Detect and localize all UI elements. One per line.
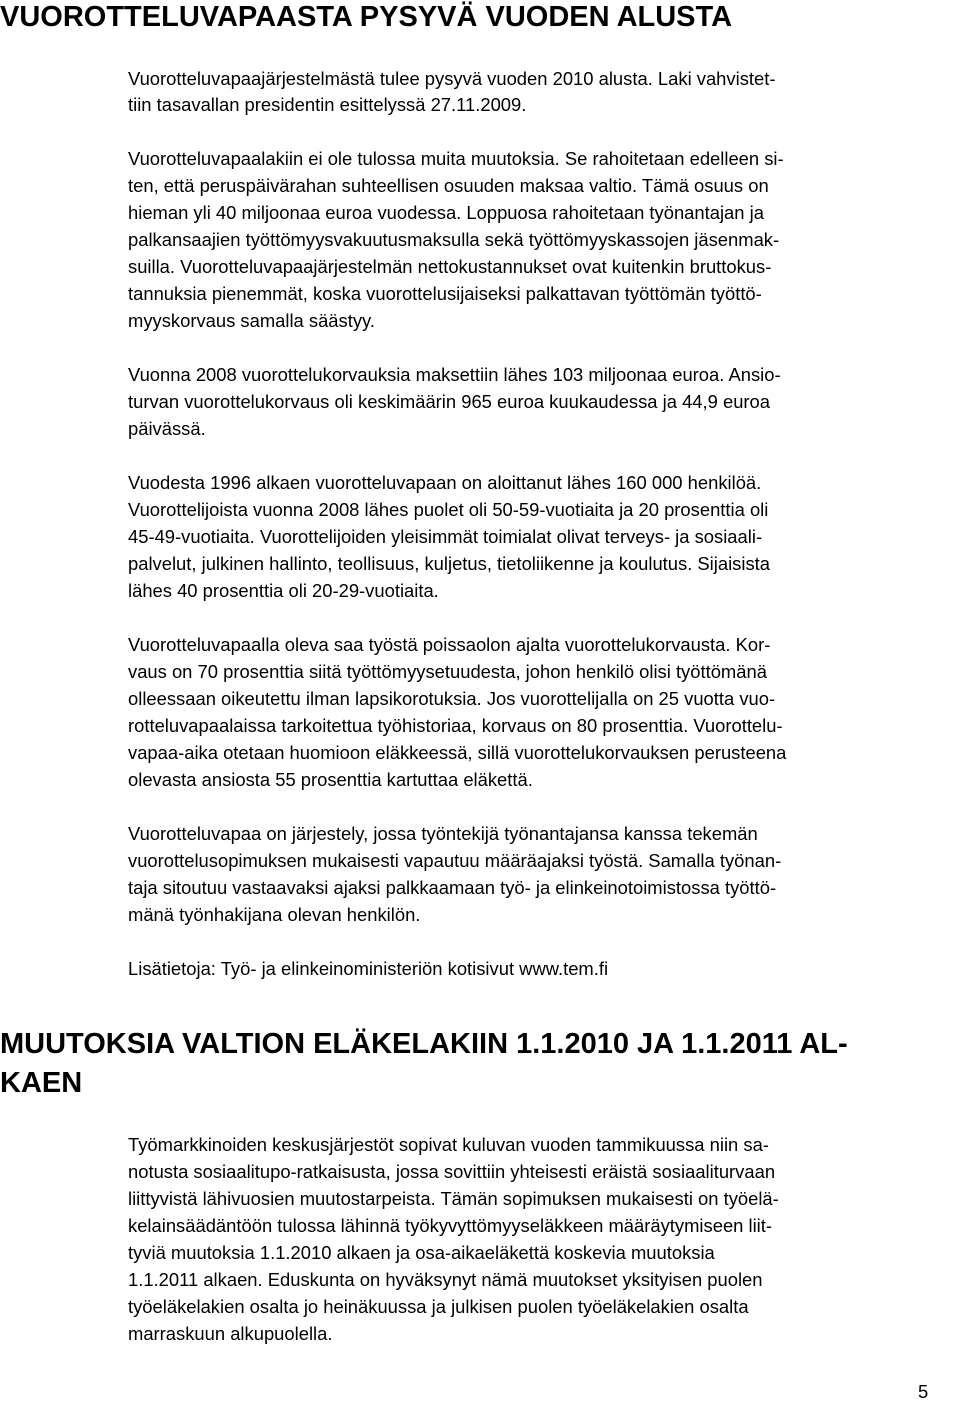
paragraph-line: ten, että peruspäivärahan suhteellisen osuuden maksaa valtio. Tämä osuus on [128, 175, 769, 196]
paragraph-line: olleessaan oikeutettu ilman lapsikorotuksia. Jos vuorottelijalla on 25 vuotta vuo- [128, 688, 776, 709]
paragraph-line: 1.1.2011 alkaen. Eduskunta on hyväksynyt nämä muutokset yksityisen puolen [128, 1269, 763, 1290]
paragraph-line: kelainsäädäntöön tulossa lähinnä työkyvyttömyyseläkkeen määräytymiseen liit- [128, 1215, 772, 1236]
section-heading-valtion-elakelaki: MUUTOKSIA VALTION ELÄKELAKIIN 1.1.2010 JA 1.1.2011 AL- [0, 1028, 848, 1060]
paragraph-line: rotteluvapaalaissa tarkoitettua työhistoriaa, korvaus on 80 prosenttia. Vuorottelu- [128, 715, 783, 736]
paragraph-line: tannuksia pienemmät, koska vuorottelusijaiseksi palkattavan työttömän työttö- [128, 283, 762, 304]
paragraph-line: Vuorotteluvapaajärjestelmästä tulee pysyvä vuoden 2010 alusta. Laki vahvistet- [128, 68, 776, 89]
paragraph-line: lähes 40 prosenttia oli 20-29-vuotiaita. [128, 580, 439, 601]
paragraph-line: tiin tasavallan presidentin esittelyssä 27.11.2009. [128, 94, 527, 115]
more-info-line: Lisätietoja: Työ- ja elinkeinoministeriön kotisivut www.tem.fi [128, 958, 609, 979]
paragraph-line: turvan vuorottelukorvaus oli keskimäärin 965 euroa kuukaudessa ja 44,9 euroa [128, 391, 771, 412]
paragraph-line: myyskorvaus samalla säästyy. [128, 310, 375, 331]
page-number: 5 [918, 1381, 929, 1402]
paragraph-line: taja sitoutuu vastaavaksi ajaksi palkkaamaan työ- ja elinkeinotoimistossa työttö- [128, 877, 777, 898]
paragraph-line: Vuorotteluvapaa on järjestely, jossa työntekijä työnantajansa kanssa tekemän [128, 823, 758, 844]
paragraph-line: hieman yli 40 miljoonaa euroa vuodessa. Loppuosa rahoitetaan työnantajan ja [128, 202, 764, 223]
paragraph-line: Vuorottelijoista vuonna 2008 lähes puolet oli 50-59-vuotiaita ja 20 prosenttia oli [128, 499, 769, 520]
paragraph-line: Vuodesta 1996 alkaen vuorotteluvapaan on aloittanut lähes 160 000 henkilöä. [128, 472, 762, 493]
paragraph-line: marraskuun alkupuolella. [128, 1323, 333, 1344]
paragraph-line: vaus on 70 prosenttia siitä työttömyysetuudesta, johon henkilö olisi työttömänä [128, 661, 767, 682]
paragraph-line: olevasta ansiosta 55 prosenttia kartuttaa eläkettä. [128, 769, 533, 790]
paragraph-line: palvelut, julkinen hallinto, teollisuus, kuljetus, tietoliikenne ja koulutus. Sijaisista [128, 553, 770, 574]
paragraph-line: vapaa-aika otetaan huomioon eläkkeessä, sillä vuorottelukorvauksen perusteena [128, 742, 787, 763]
paragraph-line: Vuorotteluvapaalakiin ei ole tulossa muita muutoksia. Se rahoitetaan edelleen si- [128, 148, 784, 169]
section-heading-vuorotteluvapaa: VUOROTTELUVAPAASTA PYSYVÄ VUODEN ALUSTA [0, 1, 733, 33]
paragraph-line: 45-49-vuotiaita. Vuorottelijoiden yleisimmät toimialat olivat terveys- ja sosiaali- [128, 526, 763, 547]
paragraph-line: työeläkelakien osalta jo heinäkuussa ja julkisen puolen työeläkelakien osalta [128, 1296, 749, 1317]
paragraph-line: palkansaajien työttömyysvakuutusmaksulla sekä työttömyyskassojen jäsenmak- [128, 229, 780, 250]
paragraph-line: vuorottelusopimuksen mukaisesti vapautuu määräajaksi työstä. Samalla työnan- [128, 850, 782, 871]
paragraph-line: notusta sosiaalitupo-ratkaisusta, jossa sovittiin yhteisesti eräistä sosiaaliturvaan [128, 1161, 776, 1182]
paragraph-line: tyviä muutoksia 1.1.2010 alkaen ja osa-aikaeläkettä koskevia muutoksia [128, 1242, 715, 1263]
paragraph-line: päivässä. [128, 418, 206, 439]
section-heading-valtion-elakelaki-continued: KAEN [0, 1067, 83, 1099]
paragraph-line: Vuonna 2008 vuorottelukorvauksia maksettiin lähes 103 miljoonaa euroa. Ansio- [128, 364, 781, 385]
paragraph-line: Työmarkkinoiden keskusjärjestöt sopivat kuluvan vuoden tammikuussa niin sa- [128, 1134, 769, 1155]
paragraph-line: suilla. Vuorotteluvapaajärjestelmän nettokustannukset ovat kuitenkin bruttokus- [128, 256, 772, 277]
paragraph-line: liittyvistä lähivuosien muutostarpeista. Tämän sopimuksen mukaisesti on työelä- [128, 1188, 779, 1209]
paragraph-line: Vuorotteluvapaalla oleva saa työstä poissaolon ajalta vuorottelukorvausta. Kor- [128, 634, 771, 655]
paragraph-line: mänä työnhakijana olevan henkilön. [128, 904, 421, 925]
